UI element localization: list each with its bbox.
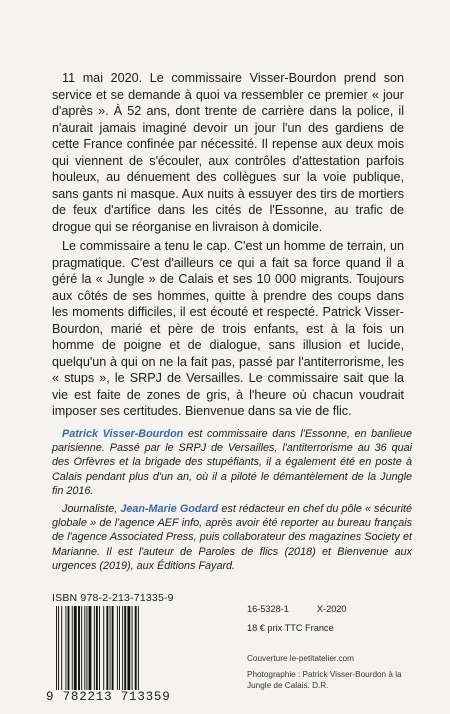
synopsis-paragraph-1: 11 mai 2020. Le commissaire Visser-Bourdon prend son service et se demande à quoi va ressembler ce premier « jour d'après ». À 52 ans, dont trente de carrière dans la police, il n'aurait jamais imaginé devoir un jour l'un des gardiens de cette France confinée par nécessité. Il repense aux deux mois qui viennent de s'écouler, aux contrôles d'attestation parfois houleux, au dénuement des collègues sur la voie publique, sans gants ni masque. Aux nuits à essuyer des tirs de mortiers de feux d'artifice dans les cités de l'Essonne, au trafic de drogue qui se réorganise en livraison à domicile. <box>52 71 404 234</box>
product-codes <box>247 604 347 614</box>
barcode-image <box>52 606 170 691</box>
product-code: 16-5328-1 <box>247 604 289 614</box>
author-bio-text: est commissaire dans l'Essonne, en banlieue parisienne. Passé par le SRPJ de Versailles, l'antiterrorisme au 36 quai des Orfèvres et la brigade des stupéfiants, il a également été en poste à Calais pendant plus d'un an, où il a piloté le démantèlement de la Jungle fin 2016. <box>52 428 413 497</box>
cover-credit: Couverture le-petitatelier.com <box>247 654 354 663</box>
author-name: Patrick Visser-Bourdon <box>62 428 184 440</box>
coauthor-name: Jean-Marie Godard <box>120 503 219 515</box>
price-label: 18 € prix TTC France <box>247 623 334 633</box>
barcode-digits: 9 782213 713359 <box>46 690 171 704</box>
coauthor-bio-text: est rédacteur en chef du pôle « sécurité globale » de l'agence AEF info, après avoir été reporter au bureau français de l'agence Associated Press, puis collaborateur des magazines Society et Marianne. Il est l'auteur de Paroles de flics (2018) et Bienvenue aux urgences (2019), aux Éditions Fayard. <box>52 503 412 572</box>
author-bio <box>52 427 412 498</box>
synopsis-paragraph-2: Le commissaire a tenu le cap. C'est un homme de terrain, un pragmatique. C'est d'ailleurs ce qui a fait sa force quand il a géré la « Jungle » de Calais et ses 10 000 migrants. Toujours aux côtés de ses hommes, quitte à prendre des coups dans les moments difficiles, il est écouté et respecté. Patrick Visser-Bourdon, marié et père de trois enfants, est à la fois un homme de poigne et de dialogue, sans illusion et lucide, quelqu'un à qui on ne la fait pas, passé par l'antiterrorisme, les « stups », le SRPJ de Versailles. Le commissaire sait que la vie est faite de zones de gris, à l'heure où chacun voudrait imposer ses certitudes. Bienvenue dans sa vie de flic. <box>52 239 404 418</box>
isbn-label: ISBN 978-2-213-71335-9 <box>52 592 174 604</box>
coauthor-bio-prefix: Journaliste, <box>62 503 121 515</box>
photo-credit: Photographie : Patrick Visser-Bourdon à la Jungle de Calais. D.R. <box>247 670 402 690</box>
edition-code: X-2020 <box>316 604 347 614</box>
coauthor-bio <box>52 502 412 573</box>
